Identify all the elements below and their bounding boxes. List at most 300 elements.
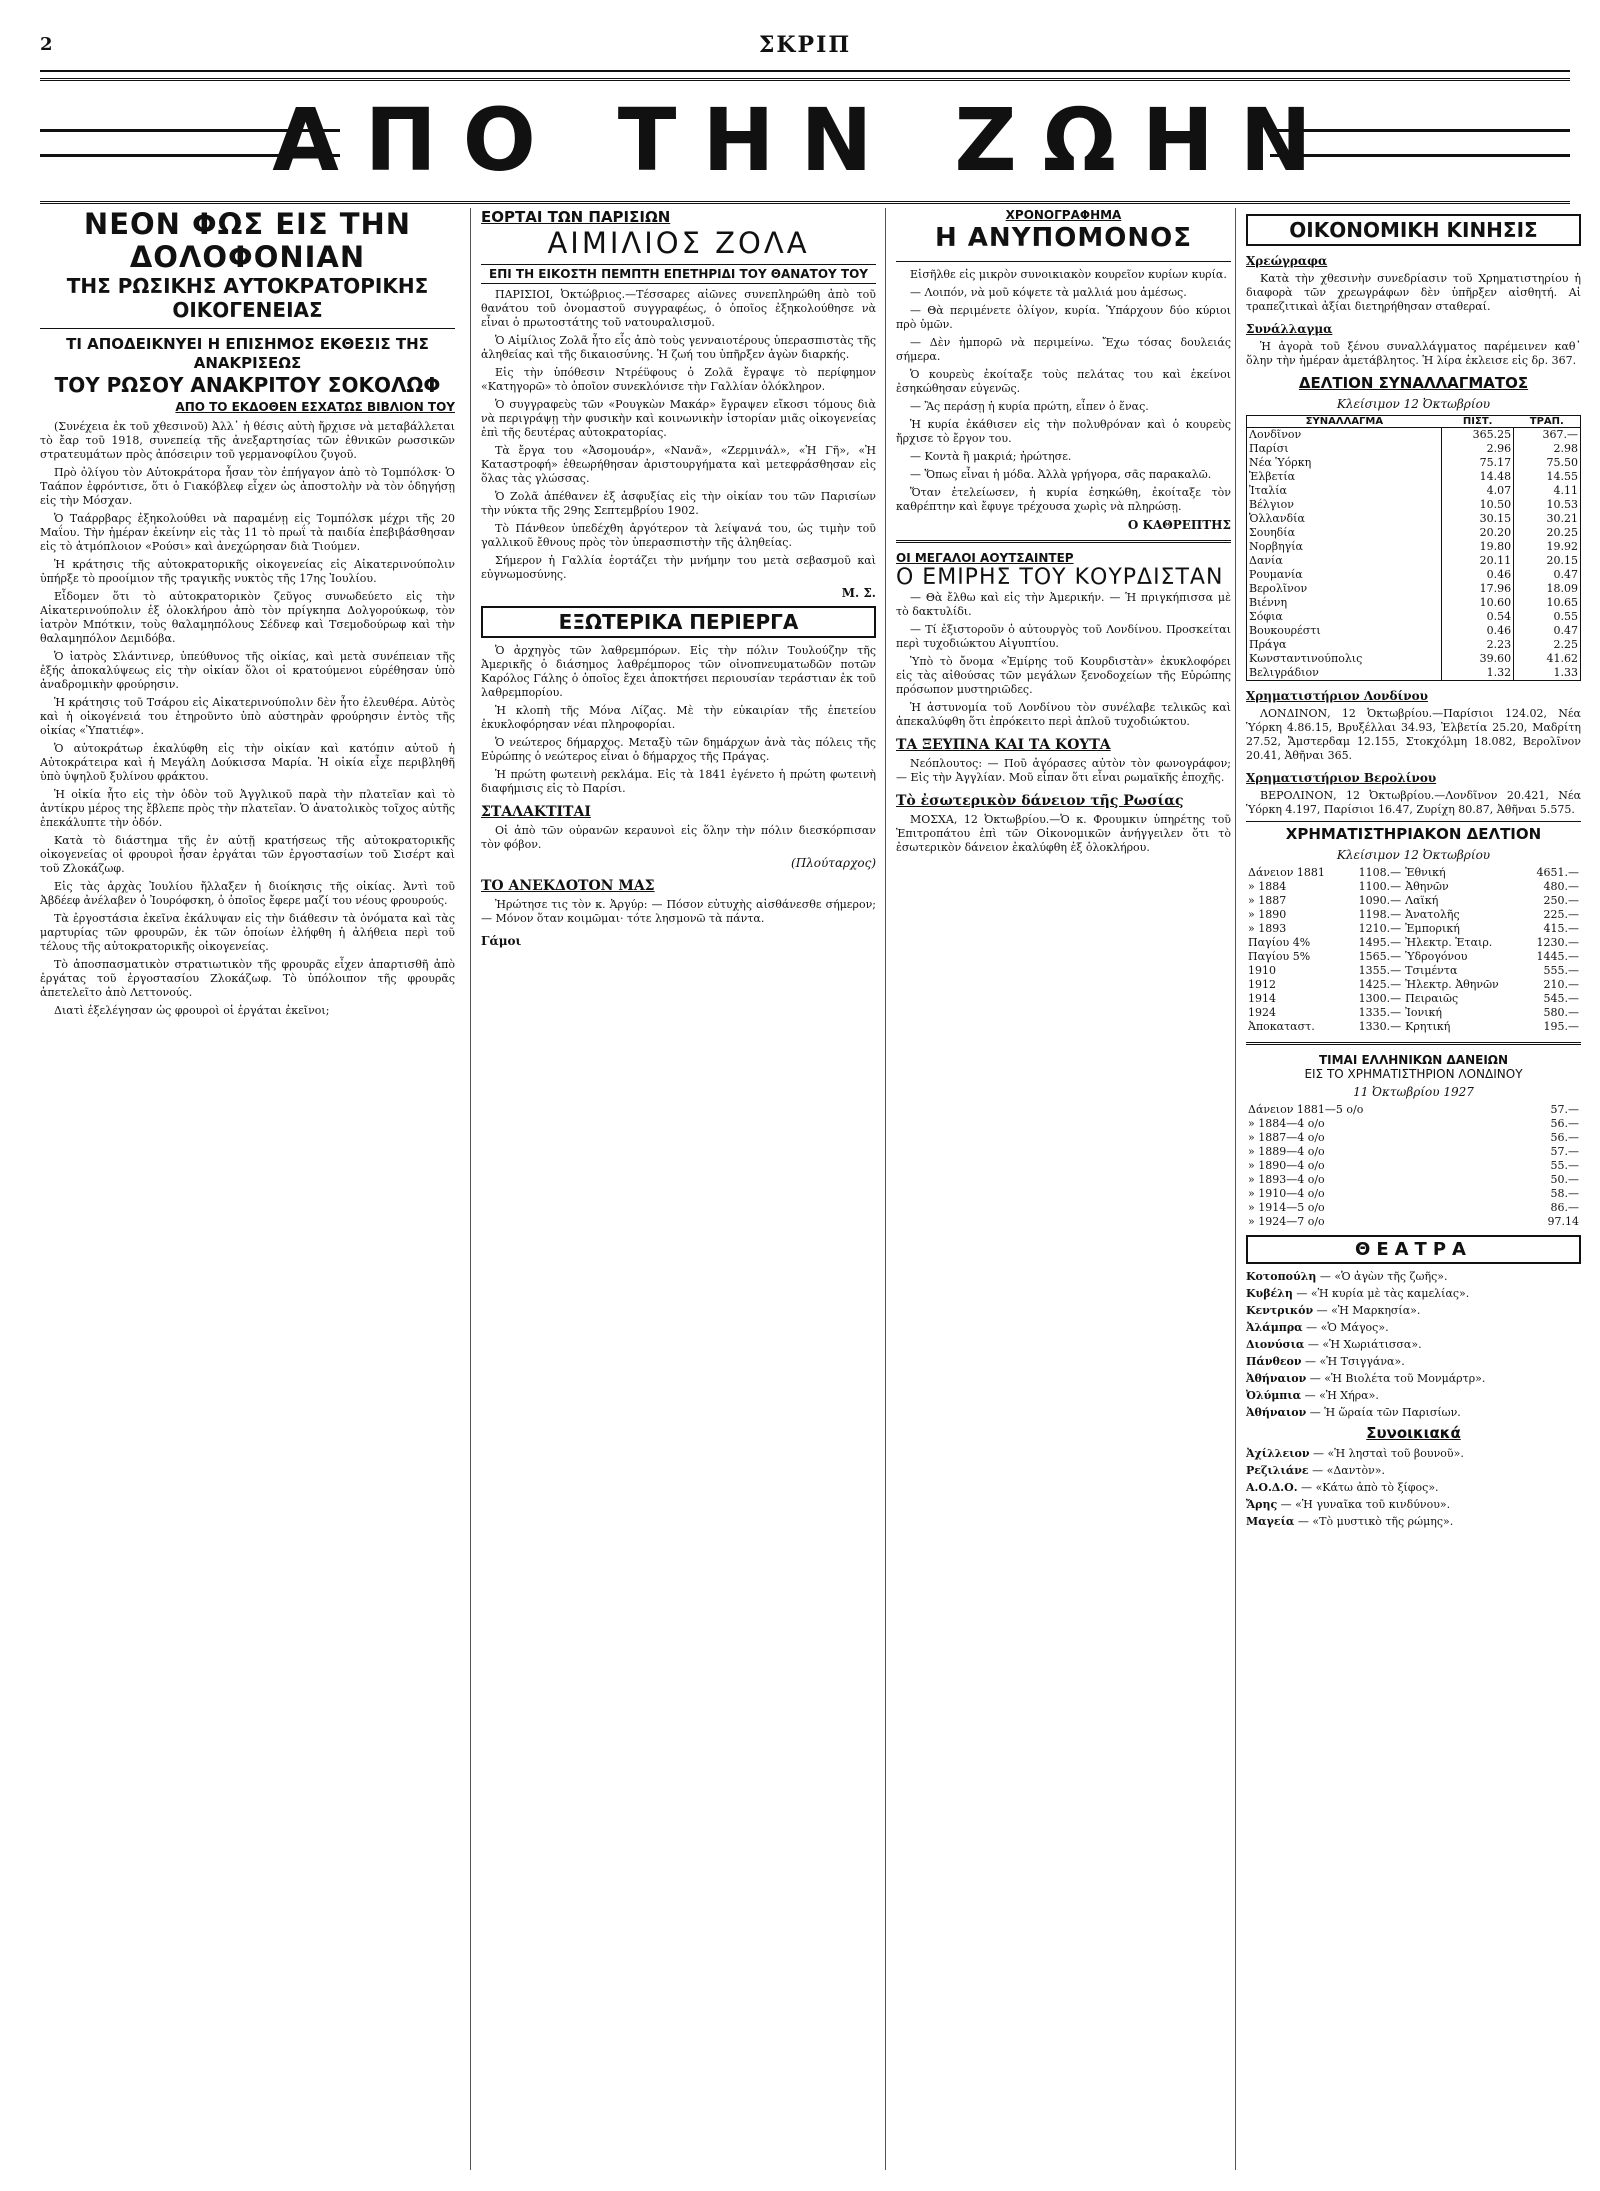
- separator: —: [1301, 1389, 1320, 1402]
- security-price: 4651.—: [1536, 866, 1579, 879]
- paragraph: Ὁ Ζολᾶ ἀπέθανεν ἐξ ἀσφυξίας εἰς τὴν οἰκίαν του τῶν Παρισίων τὴν νύκτα τῆς 29ης Σεπτεμβρίου 1902.: [481, 490, 876, 517]
- security-price: 1090.—: [1358, 894, 1402, 907]
- table-row: [1246, 1020, 1581, 1034]
- security-price: 225.—: [1543, 908, 1579, 921]
- loan-name: » 1890—4 ο/ο: [1248, 1159, 1325, 1172]
- paragraph: Ὁ κουρεὺς ἐκοίταξε τοὺς πελάτας του καὶ ἐκείνοι ἐσηκώθησαν εὐγενῶς.: [896, 368, 1231, 395]
- separator: —: [1294, 1515, 1313, 1528]
- venue-name: Ἀθήναιον: [1246, 1372, 1307, 1385]
- paragraph: Ἡ πρώτη φωτεινὴ ρεκλάμα. Εἰς τὰ 1841 ἐγένετο ἡ πρώτη φωτεινὴ διαφήμισις εἰς τὸ Παρίσι.: [481, 768, 876, 795]
- kicker: ΕΟΡΤΑΙ ΤΩΝ ΠΑΡΙΣΙΩΝ: [481, 208, 671, 226]
- exchange-rates-table: [1246, 415, 1581, 681]
- rate-value: 75.50: [1546, 456, 1578, 469]
- program-title: «Ἡ λησταὶ τοῦ βουνοῦ».: [1327, 1447, 1464, 1460]
- table-row: [1246, 866, 1581, 880]
- security-name: 1910: [1248, 964, 1276, 977]
- program-title: «Ἡ Χωριάτισσα».: [1322, 1338, 1422, 1351]
- security-name: Ἀποκαταστ.: [1248, 1020, 1315, 1033]
- section-title-stalactites: ΣΤΑΛΑΚΤΙΤΑΙ: [481, 804, 591, 820]
- security-price: 1565.—: [1358, 950, 1402, 963]
- security-price: 1198.—: [1358, 908, 1402, 921]
- paragraph: Ἠρώτησε τις τὸν κ. Ἀργύρ: — Πόσον εὐτυχὴς αἰσθάνεσθε σήμερον; — Μόνον ὅταν κοιμῶμαι· τότε λησμονῶ τὰ πάντα.: [481, 898, 876, 925]
- table-row: [1246, 950, 1581, 964]
- separator: —: [1306, 1406, 1325, 1419]
- list-item: [1246, 1338, 1581, 1352]
- paragraph: Εἰς τὰς ἀρχὰς Ἰουλίου ἤλλαξεν ἡ διοίκησις τῆς οἰκίας. Ἀντὶ τοῦ Ἀβδέεφ ἀνέλαβεν ὁ Ἰουρόφσκη, ὁ ὁποῖος ἔφερε μαζί του νέους φρουρούς.: [40, 880, 455, 907]
- security-name: » 1893: [1248, 922, 1287, 935]
- greek-loans-table: [1246, 1103, 1581, 1229]
- currency-name: Νορβηγία: [1247, 540, 1442, 554]
- program-title: «Κάτω ἀπὸ τὸ ξίφος».: [1315, 1481, 1439, 1494]
- paragraph: — Θὰ περιμένετε ὀλίγον, κυρία. Ὑπάρχουν δύο κύριοι πρὸ ὑμῶν.: [896, 304, 1231, 331]
- rate-value: 20.11: [1442, 554, 1514, 568]
- loans-subtitle: ΕΙΣ ΤΟ ΧΡΗΜΑΤΙΣΤΗΡΙΟΝ ΛΟΝΔΙΝΟΥ: [1304, 1067, 1523, 1081]
- security-price: 195.—: [1543, 1020, 1579, 1033]
- rate-value: 10.65: [1546, 596, 1578, 609]
- divider: [896, 261, 1231, 262]
- divider: [40, 328, 455, 329]
- program-title: «Ἡ Μαρκησία».: [1331, 1304, 1421, 1317]
- signature: Ο ΚΑΘΡΕΠΤΗΣ: [1127, 518, 1231, 532]
- headline-main: ΝΕΟΝ ΦΩΣ ΕΙΣ ΤΗΝ ΔΟΛΟΦΟΝΙΑΝ: [83, 208, 412, 274]
- table-row: [1246, 1131, 1581, 1145]
- rate-value: 17.96: [1442, 582, 1514, 596]
- column-header: ΠΙΣΤ.: [1442, 416, 1514, 428]
- paragraph: Εἶδομεν ὅτι τὸ αὐτοκρατορικὸν ζεῦγος συνωδεύετο εἰς τὴν Αἰκατερινούπολιν ἐξ ὁλοκλήρου ἀπὸ τὸν πρίγκηπα Δολγορούκωφ, τὸν ἰατρὸν Μπότκιν, τοὺς θαλαμηπόλους Σέδνεφ καὶ Τσεμοδούρωφ καὶ τὴν θαλαμηπόλον Δεμιδόβα.: [40, 590, 455, 645]
- exchange-bulletin-table: [1246, 866, 1581, 1034]
- security-name: Ἐμπορική: [1405, 922, 1460, 935]
- page-number: 2: [40, 34, 53, 55]
- rate-value: 4.11: [1553, 484, 1578, 497]
- loan-name: » 1884—4 ο/ο: [1248, 1117, 1325, 1130]
- table-row: [1246, 1201, 1581, 1215]
- paragraph: Νεόπλουτος: — Ποῦ ἀγόρασες αὐτὸν τὸν φωνογράφον; — Εἰς τὴν Ἀγγλίαν. Μοῦ εἶπαν ὅτι εἶναι ρωμαϊκῆς ἐποχῆς.: [896, 757, 1231, 784]
- subhead-london: Χρηματιστήριον Λονδίνου: [1246, 689, 1428, 703]
- subhead-zola: ΕΠΙ ΤΗ ΕΙΚΟΣΤΗ ΠΕΜΠΤΗ ΕΠΕΤΗΡΙΔΙ ΤΟΥ ΘΑΝΑΤΟΥ ΤΟΥ: [481, 264, 876, 284]
- columns: [40, 208, 1581, 2170]
- section-kicker: ΟΙ ΜΕΓΑΛΟΙ ΑΟΥΤΣΑΙΝΤΕΡ: [896, 551, 1074, 565]
- security-name: » 1890: [1248, 908, 1287, 921]
- paragraph: Κατὰ τὴν χθεσινὴν συνεδρίασιν τοῦ Χρηματιστηρίου ἡ διαφορὰ τῶν χρεωγράφων δὲν ὑπῆρξεν αἰσθητή. Αἱ τραπεζιτικαὶ ἀξίαι διετηρήθησαν σταθεραί.: [1246, 272, 1581, 313]
- program-title: «Ἡ γυναῖκα τοῦ κινδύνου».: [1295, 1498, 1451, 1511]
- paragraph: Εἰς τὴν ὑπόθεσιν Ντρέϋφους ὁ Ζολᾶ ἔγραψε τὸ περίφημον «Κατηγορῶ» τὸ ὁποῖον συνεκλόνισε τὴν Γαλλίαν ὁλόκληρον.: [481, 366, 876, 393]
- list-item: [1246, 1389, 1581, 1403]
- currency-name: Ὁλλανδία: [1247, 512, 1442, 526]
- list-item: [1246, 1287, 1581, 1301]
- list-item: [1246, 1447, 1581, 1461]
- program-title: «Ἡ κυρία μὲ τὰς καμελίας».: [1310, 1287, 1470, 1300]
- table-row: [1247, 638, 1581, 652]
- rate-value: 0.46: [1442, 568, 1514, 582]
- venue-name: Κυβέλη: [1246, 1287, 1293, 1300]
- currency-name: Σόφια: [1247, 610, 1442, 624]
- security-name: » 1884: [1248, 880, 1287, 893]
- loan-name: » 1889—4 ο/ο: [1248, 1145, 1325, 1158]
- security-price: 1495.—: [1358, 936, 1402, 949]
- security-price: 415.—: [1543, 922, 1579, 935]
- paragraph: Ὁ αὐτοκράτωρ ἐκαλύφθη εἰς τὴν οἰκίαν καὶ κατόπιν αὐτοῦ ἡ Αὐτοκράτειρα καὶ ἡ Μεγάλη Δούκισσα Μαρία. Ἡ οἰκία εἶχε περιβληθῆ ὑπὸ ὑψηλοῦ ξυλίνου φράκτου.: [40, 742, 455, 783]
- security-price: 555.—: [1543, 964, 1579, 977]
- program-title: «Δαντὸν».: [1326, 1464, 1386, 1477]
- paragraph: — Θὰ ἔλθω καὶ εἰς τὴν Ἀμερικήν. — Ἡ πριγκήπισσα μὲ τὸ δακτυλίδι.: [896, 591, 1231, 618]
- security-name: 1912: [1248, 978, 1276, 991]
- security-name: Κρητική: [1405, 1020, 1451, 1033]
- venue-name: Α.Ο.Δ.Ο.: [1246, 1481, 1298, 1494]
- paragraph: Τὸ Πάνθεον ὑπεδέχθη ἀργότερον τὰ λείψανά του, ὡς τιμὴν τοῦ γαλλικοῦ ἔθνους πρὸς τὸν ὑπερασπιστὴν τῆς ἀληθείας.: [481, 522, 876, 549]
- venue-name: Διονύσια: [1246, 1338, 1305, 1351]
- security-name: Ἐθνική: [1405, 866, 1446, 879]
- subhead: Χρεώγραφα: [1246, 254, 1328, 268]
- table-row: [1247, 652, 1581, 666]
- table-row: [1247, 596, 1581, 610]
- subhead-2: ΤΟΥ ΡΩΣΟΥ ΑΝΑΚΡΙΤΟΥ ΣΟΚΟΛΩΦ: [54, 373, 441, 397]
- paragraph: — Τί ἐξιστοροῦν ὁ αὐτουργὸς τοῦ Λονδίνου. Προσκείται περὶ τυχοδιώκτου Αἰγυπτίου.: [896, 623, 1231, 650]
- rate-value: 10.53: [1546, 498, 1578, 511]
- security-name: Ἰονική: [1405, 1006, 1442, 1019]
- list-item: [1246, 1498, 1581, 1512]
- rate-value: 20.25: [1546, 526, 1578, 539]
- rate-value: 1.32: [1442, 666, 1514, 681]
- section-signature: (Πλούταρχος): [791, 856, 876, 870]
- venue-name: Ἀλάμπρα: [1246, 1321, 1303, 1334]
- security-price: 250.—: [1543, 894, 1579, 907]
- section-title-theatres: ΘΕΑΤΡΑ: [1246, 1235, 1581, 1264]
- security-name: Ἀνατολῆς: [1405, 908, 1460, 921]
- rate-value: 30.21: [1546, 512, 1578, 525]
- paragraph: ΜΟΣΧΑ, 12 Ὀκτωβρίου.—Ὁ κ. Φρουμκιν ὑπηρέτης τοῦ Ἐπιτροπάτου ἐπὶ τῶν Οἰκονομικῶν ἀνήγγειλεν ὅτι τὸ ἐσωτερικὸν δάνειον ἐκαλύφθη ἐξ ὁλοκλήρου.: [896, 813, 1231, 854]
- currency-name: Ρουμανία: [1247, 568, 1442, 582]
- security-name: Παγίου 5%: [1248, 950, 1311, 963]
- list-item: [1246, 1464, 1581, 1478]
- rate-value: 0.47: [1553, 624, 1578, 637]
- rate-value: 0.54: [1442, 610, 1514, 624]
- table-row: [1247, 554, 1581, 568]
- table-row: [1246, 922, 1581, 936]
- venue-name: Κοτοπούλη: [1246, 1270, 1317, 1283]
- column-header: ΣΥΝΑΛΛΑΓΜΑ: [1247, 416, 1442, 428]
- rate-value: 0.47: [1553, 568, 1578, 581]
- rate-value: 2.96: [1442, 442, 1514, 456]
- loan-price: 97.14: [1547, 1215, 1579, 1228]
- section-title-smart: ΤΑ ΞΕΥΠΝΑ ΚΑΙ ΤΑ ΚΟΥΤΑ: [896, 737, 1111, 753]
- paragraph: Εἰσῆλθε εἰς μικρὸν συνοικιακὸν κουρεῖον κυρίων κυρία.: [910, 268, 1227, 281]
- paragraph: ΛΟΝΔΙΝΟΝ, 12 Ὀκτωβρίου.—Παρίσιοι 124.02, Νέα Ὑόρκη 4.86.15, Βρυξέλλαι 34.93, Ἐλβετία 25.20, Μαδρίτη 27.52, Ἄμστερδαμ 12.155, Στοκχόλμη 18.082, Βερολῖνον 20.41, Ἀθῆναι 365.: [1246, 707, 1581, 762]
- section-title-curiosities: ΕΞΩΤΕΡΙΚΑ ΠΕΡΙΕΡΓΑ: [481, 606, 876, 638]
- column-economy: [1235, 208, 1581, 2170]
- rate-value: 10.50: [1442, 498, 1514, 512]
- loans-date: 11 Ὀκτωβρίου 1927: [1353, 1085, 1474, 1099]
- currency-name: Λονδῖνον: [1247, 428, 1442, 443]
- paragraph: Ἡ ἀγορὰ τοῦ ξένου συναλλάγματος παρέμεινεν καθ᾽ ὅλην τὴν ἡμέραν ἀμετάβλητος. Ἡ λίρα ἐκλεισε εἰς δρ. 367.: [1246, 340, 1581, 367]
- currency-name: Ἑλβετία: [1247, 470, 1442, 484]
- paragraph: Ἡ οἰκία ἦτο εἰς τὴν ὁδὸν τοῦ Ἀγγλικοῦ παρὰ τὴν πλατεῖαν καὶ τὸ ἀντίκρυ μέρος της ἔβλεπε πρὸς τὴν πλατεῖαν. Ὁ ἀνατολικὸς τοῖχος αὐτῆς ἐπεκάλυπτε τὴν ὁδόν.: [40, 788, 455, 829]
- security-price: 1300.—: [1358, 992, 1402, 1005]
- paragraph: ΒΕΡΟΛΙΝΟΝ, 12 Ὀκτωβρίου.—Λονδῖνον 20.421, Νέα Ὑόρκη 4.197, Παρίσιοι 16.47, Ζυρίχη 80.87, Ἀθῆναι 5.575.: [1246, 789, 1581, 816]
- loan-price: 55.—: [1550, 1159, 1579, 1172]
- rate-value: 30.15: [1442, 512, 1514, 526]
- banner-title: ΑΠΟ ΤΗΝ ΖΩΗΝ: [272, 91, 1338, 191]
- paragraph: Ἡ κράτησις τοῦ Τσάρου εἰς Αἰκατερινούπολιν δὲν ἦτο ἐλευθέρα. Αὐτὸς καὶ ἡ οἰκογένειά του ἐτηροῦντο ὑπὸ αὐστηρὰν φρούρησιν ἐντὸς τῆς οἰκίας «Ὑπατιέφ».: [40, 696, 455, 737]
- table-row: [1246, 1187, 1581, 1201]
- separator: —: [1301, 1355, 1320, 1368]
- rate-value: 0.46: [1442, 624, 1514, 638]
- venue-name: Ἄρης: [1246, 1498, 1278, 1511]
- signature: Μ. Σ.: [841, 586, 876, 600]
- paragraph: Διατὶ ἐξελέγησαν ὡς φρουροὶ οἱ ἐργάται ἐκεῖνοι;: [54, 1004, 330, 1017]
- security-price: 545.—: [1543, 992, 1579, 1005]
- headline-emir: Ο ΕΜΙΡΗΣ ΤΟΥ ΚΟΥΡΔΙΣΤΑΝ: [896, 565, 1224, 590]
- table-row: [1246, 978, 1581, 992]
- rate-value: 14.48: [1442, 470, 1514, 484]
- table-row: [1247, 624, 1581, 638]
- table-row: [1246, 1159, 1581, 1173]
- rate-value: 20.15: [1546, 554, 1578, 567]
- separator: —: [1313, 1304, 1332, 1317]
- table-row: [1247, 456, 1581, 470]
- loan-price: 86.—: [1550, 1201, 1579, 1214]
- currency-name: Βιέννη: [1247, 596, 1442, 610]
- rate-value: 367.—: [1542, 428, 1578, 441]
- security-name: 1914: [1248, 992, 1276, 1005]
- program-title: Ἡ ὥραία τῶν Παρισίων.: [1324, 1406, 1461, 1419]
- paragraph: Ὁ συγγραφεὺς τῶν «Ρουγκὼν Μακάρ» ἔγραψεν εἴκοσι τόμους διὰ νὰ περιγράψῃ τὴν φυσικὴν καὶ κοινωνικὴν ἱστορίαν μιᾶς οἰκογενείας ἐπὶ τῆς δευτέρας αὐτοκρατορίας.: [481, 398, 876, 439]
- security-price: 1100.—: [1358, 880, 1402, 893]
- page-header: [40, 30, 1570, 72]
- exchange-title: ΧΡΗΜΑΤΙΣΤΗΡΙΑΚΟΝ ΔΕΛΤΙΟΝ: [1246, 821, 1581, 844]
- list-item: [1246, 1372, 1581, 1386]
- security-name: Λαϊκή: [1405, 894, 1439, 907]
- loan-name: » 1893—4 ο/ο: [1248, 1173, 1325, 1186]
- paragraph: — Ὅπως εἶναι ἡ μόδα. Ἀλλὰ γρήγορα, σᾶς παρακαλῶ.: [910, 468, 1212, 481]
- rate-value: 10.60: [1442, 596, 1514, 610]
- column-chronicle: [885, 208, 1231, 2170]
- column-zola: [470, 208, 876, 2170]
- separator: —: [1308, 1464, 1327, 1477]
- loan-name: » 1914—5 ο/ο: [1248, 1201, 1325, 1214]
- table-row: [1246, 1103, 1581, 1117]
- section-title-weddings: Γάμοι: [481, 934, 522, 948]
- security-price: 1210.—: [1358, 922, 1402, 935]
- table-row: [1247, 498, 1581, 512]
- list-item: [1246, 1406, 1581, 1420]
- loan-name: » 1910—4 ο/ο: [1248, 1187, 1325, 1200]
- separator: —: [1292, 1287, 1311, 1300]
- security-name: Ἀθηνῶν: [1405, 880, 1449, 893]
- rate-value: 2.25: [1553, 638, 1578, 651]
- rate-value: 19.80: [1442, 540, 1514, 554]
- list-item: [1246, 1321, 1581, 1335]
- paragraph: — Κοντὰ ἢ μακριά; ἠρώτησε.: [910, 450, 1072, 463]
- paragraph: Ἡ κλοπὴ τῆς Μόνα Λίζας. Μὲ τὴν εὐκαιρίαν τῆς ἐπετείου ἐκυκλοφόρησαν νέαι πληροφορίαι.: [481, 704, 876, 731]
- list-item: [1246, 1515, 1581, 1529]
- security-price: 480.—: [1543, 880, 1579, 893]
- loan-name: Δάνειον 1881—5 ο/ο: [1248, 1103, 1364, 1116]
- paragraph: Πρὸ ὀλίγου τὸν Αὐτοκράτορα ἦσαν τὸν ἐπήγαγον ἀπὸ τὸ Τομπόλσκ· Ὁ Ταάπον ἐφρόντισε, ὅτι ὁ Γιακόβλεφ εἶχεν ὡς ἀποστολὴν νὰ τὸν ὁδηγήσῃ εἰς τὴν Μόσχαν.: [40, 466, 455, 507]
- loan-price: 50.—: [1550, 1173, 1579, 1186]
- rate-value: 2.98: [1553, 442, 1578, 455]
- security-name: » 1887: [1248, 894, 1287, 907]
- separator: —: [1306, 1372, 1325, 1385]
- loan-price: 56.—: [1550, 1117, 1579, 1130]
- list-item: [1246, 1355, 1581, 1369]
- security-name: Δάνειον 1881: [1248, 866, 1325, 879]
- masthead: ΣΚΡΙΠ: [758, 32, 852, 58]
- security-name: Πειραιῶς: [1405, 992, 1459, 1005]
- newspaper-page: [40, 30, 1581, 2170]
- rate-value: 20.20: [1442, 526, 1514, 540]
- rate-value: 39.60: [1442, 652, 1514, 666]
- separator: —: [1302, 1321, 1321, 1334]
- rate-value: 14.55: [1546, 470, 1578, 483]
- table-row: [1247, 428, 1581, 443]
- currency-name: Βουκουρέστι: [1247, 624, 1442, 638]
- rates-date: Κλείσιμον 12 Ὀκτωβρίου: [1336, 397, 1491, 411]
- rate-value: 0.55: [1553, 610, 1578, 623]
- table-row: [1246, 1006, 1581, 1020]
- security-name: Παγίου 4%: [1248, 936, 1311, 949]
- table-row: [1246, 1117, 1581, 1131]
- table-row: [1246, 894, 1581, 908]
- theatre-list: [1246, 1270, 1581, 1420]
- paragraph: Τὸ ἀποσπασματικὸν στρατιωτικὸν τῆς φρουρᾶς εἶχεν ἀπαρτισθῆ ἀπὸ ἐργάτας τοῦ ἐργοστασίου Ζλοκάζωφ. Τὸ ὑπόλοιπον τῆς φρουρᾶς ἀπετελεῖτο ἀπὸ Λεττονούς.: [40, 958, 455, 999]
- paragraph: Τὰ ἔργα του «Ἀσομουάρ», «Νανᾶ», «Ζερμινάλ», «Ἡ Γῆ», «Ἡ Καταστροφή» ἐθεωρήθησαν ἀριστουργήματα καὶ μετεφράσθησαν εἰς ὅλας τὰς γλώσσας.: [481, 444, 876, 485]
- headline-secondary: ΤΗΣ ΡΩΣΙΚΗΣ ΑΥΤΟΚΡΑΤΟΡΙΚΗΣ ΟΙΚΟΓΕΝΕΙΑΣ: [66, 274, 429, 322]
- rates-title: ΔΕΛΤΙΟΝ ΣΥΝΑΛΛΑΓΜΑΤΟΣ: [1298, 374, 1529, 392]
- separator: —: [1304, 1338, 1323, 1351]
- security-price: 1108.—: [1358, 866, 1402, 879]
- currency-name: Βελιγράδιον: [1247, 666, 1442, 681]
- table-row: [1247, 484, 1581, 498]
- security-name: Ὑδρογόνου: [1405, 950, 1468, 963]
- rate-value: 75.17: [1442, 456, 1514, 470]
- table-row: [1246, 964, 1581, 978]
- paragraph: Ἡ κυρία ἐκάθισεν εἰς τὴν πολυθρόναν καὶ ὁ κουρεὺς ἤρχισε τὸ ἔργον του.: [896, 418, 1231, 445]
- table-row: [1247, 610, 1581, 624]
- table-row: [1247, 470, 1581, 484]
- loan-price: 57.—: [1550, 1103, 1579, 1116]
- table-row: [1247, 540, 1581, 554]
- table-row: [1247, 582, 1581, 596]
- paragraph: Ὁ ἰατρὸς Σλάντινερ, ὑπεύθυνος τῆς οἰκίας, καὶ μετὰ συνέπειαν τῆς ἐξής ἀποκαλύψεως εἰς τὴν οἰκίαν ὅλοι οἱ κρατούμενοι εὑρέθησαν ὑπὸ ἀναδρομικὴν φρούρησιν.: [40, 650, 455, 691]
- paragraph: Σήμερον ἡ Γαλλία ἑορτάζει τὴν μνήμην του μετὰ σεβασμοῦ καὶ εὐγνωμοσύνης.: [481, 554, 876, 581]
- venue-name: Κεντρικόν: [1246, 1304, 1314, 1317]
- section-banner: [40, 78, 1570, 204]
- table-row: [1247, 568, 1581, 582]
- venue-name: Ἀχίλλειον: [1246, 1447, 1310, 1460]
- paragraph: Ὁ Ταάρρβαρς ἐξηκολούθει νὰ παραμένῃ εἰς Τομπόλσκ μέχρι τῆς 20 Μαΐου. Τὴν ἡμέραν ἐκείνην εἰς τὰς 11 τὸ πρωΐ τὰ παιδία ἐπεβιβάσθησαν εἰς τὸ ἀτμόπλοιον «Ρούσι» καὶ ἀνεχώρησαν διὰ Τιούμεν.: [40, 512, 455, 553]
- section-title-loan: Τὸ ἐσωτερικὸν δάνειον τῆς Ρωσίας: [896, 793, 1184, 809]
- column-header: ΤΡΑΠ.: [1514, 416, 1581, 428]
- paragraph: Ὑπὸ τὸ ὄνομα «Ἐμίρης τοῦ Κουρδιστὰν» ἐκυκλοφόρει εἰς τὰς αἰθούσας τῶν μεγάλων ξενοδοχείων τῆς Εὐρώπης πρόσωπον μυστηριῶδες.: [896, 655, 1231, 696]
- rate-value: 365.25: [1442, 428, 1514, 443]
- list-item: [1246, 1270, 1581, 1284]
- subhead-berlin: Χρηματιστήριον Βερολίνου: [1246, 771, 1437, 785]
- table-row: [1246, 936, 1581, 950]
- security-name: Ἠλεκτρ. Ἀθηνῶν: [1405, 978, 1499, 991]
- paragraph: Ὁ νεώτερος δήμαρχος. Μεταξὺ τῶν δημάρχων ἀνὰ τὰς πόλεις τῆς Εὐρώπης ὁ νεώτερος εἶναι ὁ δήμαρχος τῆς Πράγας.: [481, 736, 876, 763]
- kicker: ΧΡΟΝΟΓΡΑΦΗΜΑ: [1005, 208, 1122, 222]
- security-price: 1425.—: [1358, 978, 1402, 991]
- venue-name: Ρεζιλιάνε: [1246, 1464, 1309, 1477]
- security-price: 1335.—: [1358, 1006, 1402, 1019]
- table-row: [1247, 526, 1581, 540]
- security-price: 1355.—: [1358, 964, 1402, 977]
- security-price: 1330.—: [1358, 1020, 1402, 1033]
- currency-name: Παρίσι: [1247, 442, 1442, 456]
- loan-name: » 1887—4 ο/ο: [1248, 1131, 1325, 1144]
- loan-name: » 1924—7 ο/ο: [1248, 1215, 1325, 1228]
- loan-price: 57.—: [1550, 1145, 1579, 1158]
- program-title: «Ἡ Βιολέτα τοῦ Μονμάρτρ».: [1324, 1372, 1486, 1385]
- list-item: [1246, 1481, 1581, 1495]
- paragraph: Ἡ κράτησις τῆς αὐτοκρατορικῆς οἰκογενείας εἰς Αἰκατερινούπολιν ὑπήρξε τὸ προοίμιον τῆς τραγικῆς νυκτὸς τῆς 17ης Ἰουλίου.: [40, 558, 455, 585]
- currency-name: Δανία: [1247, 554, 1442, 568]
- program-title: «Ἡ Χήρα».: [1319, 1389, 1379, 1402]
- divider: [1246, 1042, 1581, 1045]
- venue-name: Πάνθεον: [1246, 1355, 1302, 1368]
- currency-name: Βερολῖνον: [1247, 582, 1442, 596]
- currency-name: Νέα Ὑόρκη: [1247, 456, 1442, 470]
- paragraph: (Συνέχεια ἐκ τοῦ χθεσινοῦ) Ἀλλ᾽ ἡ θέσις αὐτὴ ἤρχισε νὰ μεταβάλλεται τὸ ἔαρ τοῦ 1918, συνεπείᾳ τῆς ἀνεξαρτησίας τῶν ἐθνικῶν ρωσσικῶν στρατευμάτων πρὸς ἀπόσειριν τοῦ γερμανοφίλου ζυγοῦ.: [40, 420, 455, 461]
- table-row: [1247, 512, 1581, 526]
- subhead-3: ΑΠΟ ΤΟ ΕΚΔΟΘΕΝ ΕΣΧΑΤΩΣ ΒΙΒΛΙΟΝ ΤΟΥ: [175, 400, 455, 414]
- rate-value: 19.92: [1546, 540, 1578, 553]
- paragraph: — Δὲν ἠμπορῶ νὰ περιμείνω. Ἔχω τόσας δουλειάς σήμερα.: [896, 336, 1231, 363]
- section-title-anecdote: ΤΟ ΑΝΕΚΔΟΤΟΝ ΜΑΣ: [481, 878, 655, 894]
- loan-price: 56.—: [1550, 1131, 1579, 1144]
- paragraph: Ὅταν ἐτελείωσεν, ἡ κυρία ἐσηκώθη, ἐκοίταξε τὸν καθρέπτην καὶ ἔφυγε τρέχουσα χωρὶς νὰ πληρώσῃ.: [896, 486, 1231, 513]
- security-price: 580.—: [1543, 1006, 1579, 1019]
- paragraph: — Ἂς περάσῃ ἡ κυρία πρώτη, εἶπεν ὁ ἕνας.: [910, 400, 1149, 413]
- table-row: [1247, 666, 1581, 681]
- rate-value: 2.23: [1442, 638, 1514, 652]
- cinema-list: [1246, 1447, 1581, 1529]
- separator: —: [1277, 1498, 1296, 1511]
- loan-price: 58.—: [1550, 1187, 1579, 1200]
- paragraph: Κατὰ τὸ διάστημα τῆς ἐν αὐτῇ κρατήσεως τῆς αὐτοκρατορικῆς οἰκογενείας οἱ φρουροὶ ἦσαν ἐργάται τῶν ἐργοστασίων τοῦ Σισέρτ καὶ τοῦ Ζλοκάζωφ.: [40, 834, 455, 875]
- currency-name: Σουηδία: [1247, 526, 1442, 540]
- security-name: Ἠλεκτρ. Ἑταιρ.: [1405, 936, 1493, 949]
- rate-value: 18.09: [1546, 582, 1578, 595]
- security-price: 210.—: [1543, 978, 1579, 991]
- rate-value: 41.62: [1546, 652, 1578, 665]
- table-row: [1246, 1145, 1581, 1159]
- paragraph: Ἡ ἀστυνομία τοῦ Λονδίνου τὸν συνέλαβε τελικῶς καὶ ἀπεκαλύφθη ὅτι ἐπρόκειτο περὶ ἀπλοῦ τυχοδιώκτου.: [896, 701, 1231, 728]
- divider: [896, 540, 1231, 543]
- security-price: 1230.—: [1536, 936, 1579, 949]
- paragraph: Τὰ ἐργοστάσια ἐκεῖνα ἐκάλυψαν εἰς τὴν διάθεσιν τὰ ὀνόματα καὶ τὰς μαρτυρίας τῶν φρουρῶν, ἐκ τῶν ὁποίων ἐλήφθη ἡ ἀλήθεια περὶ τοῦ τέλους τῆς αὐτοκρατορικῆς οἰκογενείας.: [40, 912, 455, 953]
- venue-name: Μαγεία: [1246, 1515, 1295, 1528]
- paragraph: ΠΑΡΙΣΙΟΙ, Ὀκτώβριος.—Τέσσαρες αἰῶνες συνεπληρώθη ἀπὸ τοῦ θανάτου τοῦ ὀνομαστοῦ συγγραφέως, ὁ ὁποῖος ἐξηκολούθησε νὰ εἶναι ὁ πρωτοστάτης τοῦ νατουραλισμοῦ.: [481, 288, 876, 329]
- paragraph: Ὁ Αἰμίλιος Ζολᾶ ἦτο εἷς ἀπὸ τοὺς γενναιοτέρους ὑπερασπιστὰς τῆς ἀληθείας καὶ τῆς δικαιοσύνης. Ἡ ζωή του ὑπῆρξεν ἀγὼν διαρκής.: [481, 334, 876, 361]
- security-name: 1924: [1248, 1006, 1276, 1019]
- venue-name: Ὀλύμπια: [1246, 1389, 1302, 1402]
- subhead-cinemas: Συνοικιακά: [1366, 1424, 1461, 1442]
- currency-name: Κωνσταντινούπολις: [1247, 652, 1442, 666]
- loans-title: ΤΙΜΑΙ ΕΛΛΗΝΙΚΩΝ ΔΑΝΕΙΩΝ: [1318, 1053, 1509, 1067]
- paragraph: — Λοιπόν, νὰ μοῦ κόψετε τὰ μαλλιά μου ἀμέσως.: [910, 286, 1187, 299]
- table-row: [1246, 1173, 1581, 1187]
- separator: —: [1316, 1270, 1335, 1283]
- venue-name: Ἀθήναιον: [1246, 1406, 1307, 1419]
- exchange-date: Κλείσιμον 12 Ὀκτωβρίου: [1336, 848, 1491, 862]
- security-name: Τσιμέντα: [1405, 964, 1458, 977]
- rate-value: 1.33: [1553, 666, 1578, 679]
- rate-value: 4.07: [1442, 484, 1514, 498]
- headline-zola: ΑΙΜΙΛΙΟΣ ΖΟΛΑ: [547, 226, 810, 260]
- program-title: «Τὸ μυστικὸ τῆς ρώμης».: [1312, 1515, 1454, 1528]
- separator: —: [1297, 1481, 1316, 1494]
